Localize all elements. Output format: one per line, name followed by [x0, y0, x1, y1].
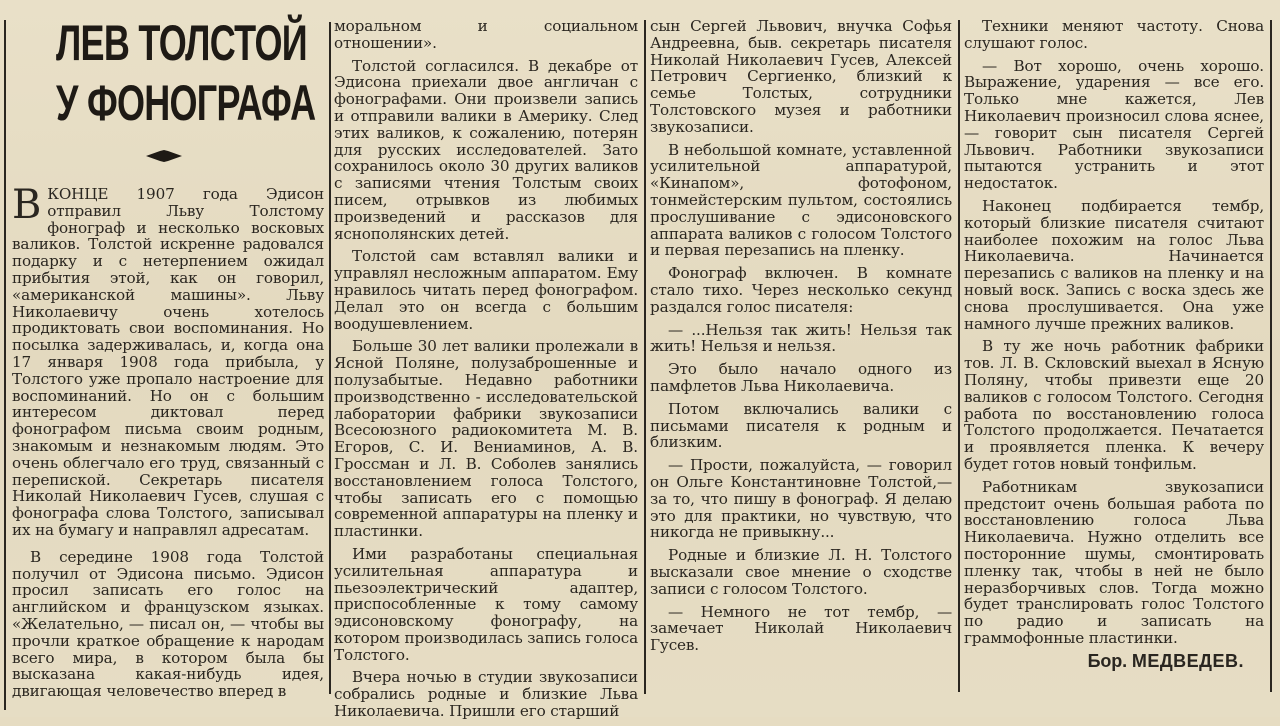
article-paragraph: Вчера ночью в студии звукозаписи собрались родные и близкие Льва Николаевича. Пришли его старший — [334, 668, 638, 721]
signature-prefix: Бор. — [1087, 650, 1127, 671]
column-rule-right-edge — [1270, 20, 1272, 692]
headline-line-2: У ФОНОГРАФА — [55, 75, 316, 131]
article-paragraph: Родные и близкие Л. Н. Толстого высказали свое мнение о сходстве записи с голосом Толстого. — [650, 546, 952, 598]
article-paragraph: Это было начало одного из памфлетов Льва Николаевича. — [650, 360, 952, 395]
diamond-ornament-icon — [146, 150, 182, 160]
article-column-3 — [650, 18, 952, 660]
article-paragraph: Фонограф включен. В комнате стало тихо. Через несколько секунд раздался голос писателя: — [650, 264, 952, 316]
article-column-4 — [964, 18, 1264, 669]
headline-line-1: ЛЕВ ТОЛСТОЙ — [55, 15, 307, 71]
article-paragraph: В середине 1908 года Толстой получил от Эдисона письмо. Эдисон просил записать его голос на английском и французском языках. «Желательно, — писал он, — чтобы вы прочли краткое обращение к народам всего мира, в котором была бы высказана какая-нибудь идея, двигающая человечество вперед в — [12, 547, 324, 701]
author-signature — [964, 650, 1264, 671]
article-column-2 — [334, 18, 638, 726]
article-paragraph: В небольшой комнате, уставленной усилительной аппаратурой, «Кинапом», фотофоном, тонмейстерским пультом, состоялись прослушивание с эдисоновского аппарата валиков с голосом Толстого и первая перезапись на пленку. — [650, 140, 952, 260]
article-paragraph: — Вот хорошо, очень хорошо. Выражение, ударения — все его. Только мне кажется, Лев Николаевич произносил слова яснее, — говорит сын писателя Сергей Львович. Работники звукозаписи пытаются устранить и этот недостаток. — [964, 56, 1264, 193]
article-paragraph: Ими разработаны специальная усилительная аппаратура и пьезоэлектрический адаптер, приспособленные к тому самому эдисоновскому фонографу, на котором производилась запись голоса Толстого. — [334, 544, 638, 664]
article-paragraph: В ту же ночь работник фабрики тов. Л. В. Скловский выехал в Ясную Поляну, чтобы привезти еще 20 валиков с голосом Толстого. Сегодня работа по восстановлению голоса Толстого продолжается. Печатается и проявляется пленка. К вечеру будет готов новый тонфильм. — [964, 337, 1264, 473]
article-paragraph: Толстой сам вставлял валики и управлял несложным аппаратом. Ему нравилось читать перед фонографом. Делал это он всегда с большим воодушевлением. — [334, 247, 638, 333]
article-paragraph: Наконец подбирается тембр, который близкие писателя считают наиболее похожим на голос Льва Николаевича. Начинается перезапись с валиков на пленку и на новый воск. Запись с воска здесь же снова прослушивается. Она уже намного лучше прежних валиков. — [964, 196, 1264, 333]
article-paragraph: моральном и социальном отношении». — [334, 17, 638, 52]
article-paragraph: — Немного не тот тембр, — замечает Николай Николаевич Гусев. — [650, 602, 952, 655]
article-paragraph: Толстой согласился. В декабре от Эдисона приехали двое англичан с фонографами. Они произвели запись и отправили валики в Америку. След этих валиков, к сожалению, потерян для русских исследователей. Зато сохранилось около 30 других валиков с записями чтения Толстым своих писем, отрывков из любимых произведений и рассказов для яснополянских детей. — [334, 56, 638, 243]
drop-cap: В — [12, 182, 42, 228]
signature-name: МЕДВЕДЕВ. — [1131, 650, 1244, 671]
column-rule-1 — [329, 22, 331, 694]
column-rule-3 — [958, 20, 960, 692]
article-column-1 — [12, 182, 324, 706]
article-paragraph: — Прости, пожалуйста, — говорил он Ольге Константиновне Толстой,— за то, что пишу в фонограф. Я делаю это для практики, но чувствую, что никогда не привыкну... — [650, 456, 952, 542]
article-paragraph: Больше 30 лет валики пролежали в Ясной Поляне, полузаброшенные и полузабытые. Недавно работники производственно - исследовательской лаборатории фабрики звукозаписи Всесоюзного радиокомитета М. В. Егоров, С. И. Вениаминов, А. В. Гроссман и Л. В. Соболев занялись восстановлением голоса Толстого, чтобы записать его с помощью современной аппаратуры на пленку и пластинки. — [334, 337, 638, 541]
article-paragraph: сын Сергей Львович, внучка Софья Андреевна, быв. секретарь писателя Николай Николаевич Гусев, Алексей Петрович Сергиенко, близкий к семье Толстых, сотрудники Толстовского музея и работники звукозаписи. — [650, 17, 952, 136]
article-paragraph: Техники меняют частоту. Снова слушают голос. — [964, 17, 1264, 52]
article-paragraph: — ...Нельзя так жить! Нельзя так жить! Нельзя и нельзя. — [650, 320, 952, 356]
column-rule-left-edge — [4, 20, 6, 710]
headline-block — [14, 16, 314, 160]
column-rule-2 — [644, 20, 646, 694]
article-paragraph: ВКОНЦЕ 1907 года Эдисон отправил Льву Толстому фонограф и несколько восковых валиков. Толстой искренне радовался подарку и с нетерпением ожидал прибытия этой, как он говорил, «американской машины». Льву Николаевичу очень хотелось продиктовать свои воспоминания. Но посылка задерживалась, и, когда она 17 января 1908 года прибыла, у Толстого уже пропало настроение для воспоминаний. Но он с большим интересом диктовал перед фонографом письма своим родным, знакомым и незнакомым людям. Это очень облегчало его труд, связанный с перепиской. Секретарь писателя Николай Николаевич Гусев, слушая с фонографа слова Толстого, записывал их на бумагу и направлял адресатам. — [12, 182, 324, 539]
article-paragraph: Потом включались валики с письмами писателя к родным и близким. — [650, 399, 952, 452]
article-paragraph: Работникам звукозаписи предстоит очень большая работа по восстановлению голоса Льва Николаевича. Нужно отделить все посторонние шумы, смонтировать пленку так, чтобы в ней не было неразборчивых слов. Тогда можно будет транслировать голос Толстого по радио и записать на граммофонные пластинки. — [964, 477, 1264, 647]
